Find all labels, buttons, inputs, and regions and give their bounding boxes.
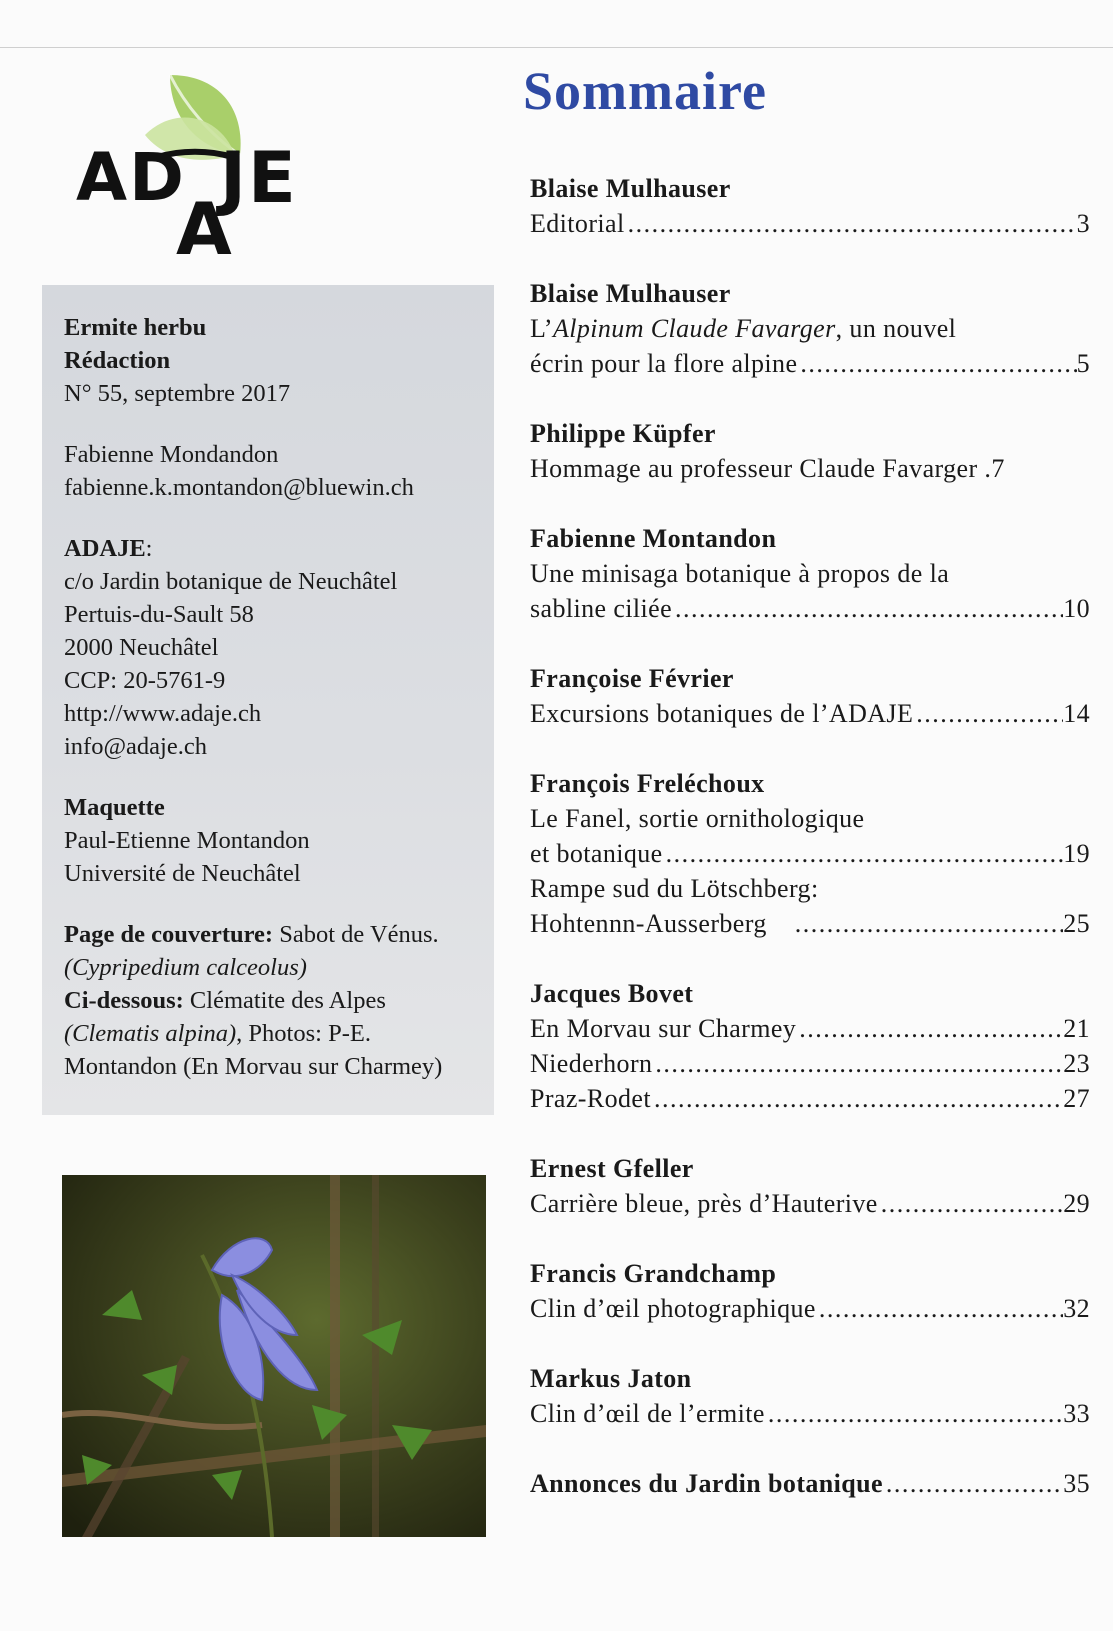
toc-page: 35 xyxy=(1063,1469,1090,1498)
toc-author: Markus Jaton xyxy=(530,1364,692,1393)
logo-text-je: JE xyxy=(220,137,298,219)
toc-author: Blaise Mulhauser xyxy=(530,279,731,308)
toc-page: 14 xyxy=(1063,699,1090,728)
toc-entry xyxy=(530,521,1090,626)
toc-author: Blaise Mulhauser xyxy=(530,174,731,203)
toc-entry xyxy=(530,766,1090,941)
toc-author: François Freléchoux xyxy=(530,769,765,798)
toc-title: Hohtennn-Ausserberg xyxy=(530,909,767,938)
toc-page: 7 xyxy=(991,454,1005,483)
ccp-number: CCP: 20-5761-9 xyxy=(64,667,226,694)
toc-page: 19 xyxy=(1063,839,1090,868)
toc-entry xyxy=(530,1466,1090,1501)
below-credit: Montandon (En Morvau sur Charmey) xyxy=(64,1053,443,1080)
logo-text-a: A xyxy=(176,187,232,271)
toc-title: Annonces du Jardin botanique xyxy=(530,1469,883,1498)
toc-page: 21 xyxy=(1063,1014,1090,1043)
maquette-org: Université de Neuchâtel xyxy=(64,860,301,887)
top-rule xyxy=(0,47,1113,48)
toc-author: Philippe Küpfer xyxy=(530,419,716,448)
redaction-label: Rédaction xyxy=(64,347,171,374)
toc-title: Clin d’œil de l’ermite xyxy=(530,1399,765,1428)
toc-title-prefix: L’ xyxy=(530,314,553,343)
toc-page: 3 xyxy=(1076,209,1090,238)
below-text: Clématite des Alpes xyxy=(183,987,386,1014)
toc-page: 10 xyxy=(1063,594,1090,623)
editor-name: Fabienne Mondandon xyxy=(64,441,279,468)
info-panel xyxy=(42,285,494,1115)
journal-name: Ermite herbu xyxy=(64,314,207,341)
toc-page: 27 xyxy=(1063,1084,1090,1113)
editor-email[interactable]: fabienne.k.montandon@bluewin.ch xyxy=(64,474,414,501)
adaje-colon: : xyxy=(145,535,153,562)
toc-page: 29 xyxy=(1063,1189,1090,1218)
toc-author: Françoise Février xyxy=(530,664,734,693)
toc-entry xyxy=(530,976,1090,1116)
toc-title: En Morvau sur Charmey xyxy=(530,1014,797,1043)
toc-title-suffix: , un nouvel xyxy=(835,314,957,343)
toc-title: écrin pour la flore alpine xyxy=(530,349,798,378)
cover-latin: (Cypripedium calceolus) xyxy=(64,954,307,981)
toc-title-italic: Alpinum Claude Favarger xyxy=(552,314,836,343)
toc-author: Francis Grandchamp xyxy=(530,1259,777,1288)
toc-title: Carrière bleue, près d’Hauterive xyxy=(530,1189,878,1218)
toc-page: 25 xyxy=(1063,909,1090,938)
contact-email[interactable]: info@adaje.ch xyxy=(64,733,207,760)
adaje-label: ADAJE xyxy=(64,535,146,562)
toc-title: Editorial xyxy=(530,209,625,238)
toc-entry xyxy=(530,276,1090,381)
maquette-name: Paul-Etienne Montandon xyxy=(64,827,310,854)
toc-author: Ernest Gfeller xyxy=(530,1154,694,1183)
maquette-label: Maquette xyxy=(64,794,165,821)
address-line-2: Pertuis-du-Sault 58 xyxy=(64,601,254,628)
issue-number: N° 55, septembre 2017 xyxy=(64,380,291,407)
address-line-3: 2000 Neuchâtel xyxy=(64,634,219,661)
toc-title: Niederhorn xyxy=(530,1049,653,1078)
page-title: Sommaire xyxy=(523,61,767,121)
table-of-contents xyxy=(530,171,1090,1536)
toc-entry xyxy=(530,1151,1090,1221)
toc-title: sabline ciliée xyxy=(530,594,673,623)
address-line-1: c/o Jardin botanique de Neuchâtel xyxy=(64,568,398,595)
toc-title: et botanique xyxy=(530,839,663,868)
toc-page: 5 xyxy=(1076,349,1090,378)
toc-entry xyxy=(530,1361,1090,1431)
cover-text: Sabot de Vénus. xyxy=(273,921,439,948)
toc-page: 23 xyxy=(1063,1049,1090,1078)
toc-author: Jacques Bovet xyxy=(530,979,694,1008)
toc-title: Praz-Rodet xyxy=(530,1084,651,1113)
toc-page: 33 xyxy=(1063,1399,1090,1428)
toc-title: Une minisaga botanique à propos de la xyxy=(530,559,950,588)
below-label: Ci-dessous: xyxy=(64,987,184,1014)
toc-title: Le Fanel, sortie ornithologique xyxy=(530,804,865,833)
adaje-logo xyxy=(70,65,340,271)
toc-entry xyxy=(530,661,1090,731)
toc-title: Excursions botaniques de l’ADAJE xyxy=(530,699,914,728)
logo-text-ad: AD xyxy=(76,139,186,216)
below-latin: (Clematis alpina) xyxy=(64,1020,237,1047)
toc-entry xyxy=(530,1256,1090,1326)
cover-label: Page de couverture: xyxy=(64,921,274,948)
website-link[interactable]: http://www.adaje.ch xyxy=(64,700,262,727)
clematis-photo xyxy=(62,1175,486,1537)
toc-title: Hommage au professeur Claude Favarger . xyxy=(530,454,992,483)
toc-author: Fabienne Montandon xyxy=(530,524,777,553)
toc-title: Clin d’œil photographique xyxy=(530,1294,816,1323)
toc-entry xyxy=(530,171,1090,241)
below-photos: , Photos: P-E. xyxy=(236,1020,371,1047)
toc-entry xyxy=(530,416,1090,486)
toc-title: Rampe sud du Lötschberg: xyxy=(530,874,819,903)
toc-page: 32 xyxy=(1063,1294,1090,1323)
